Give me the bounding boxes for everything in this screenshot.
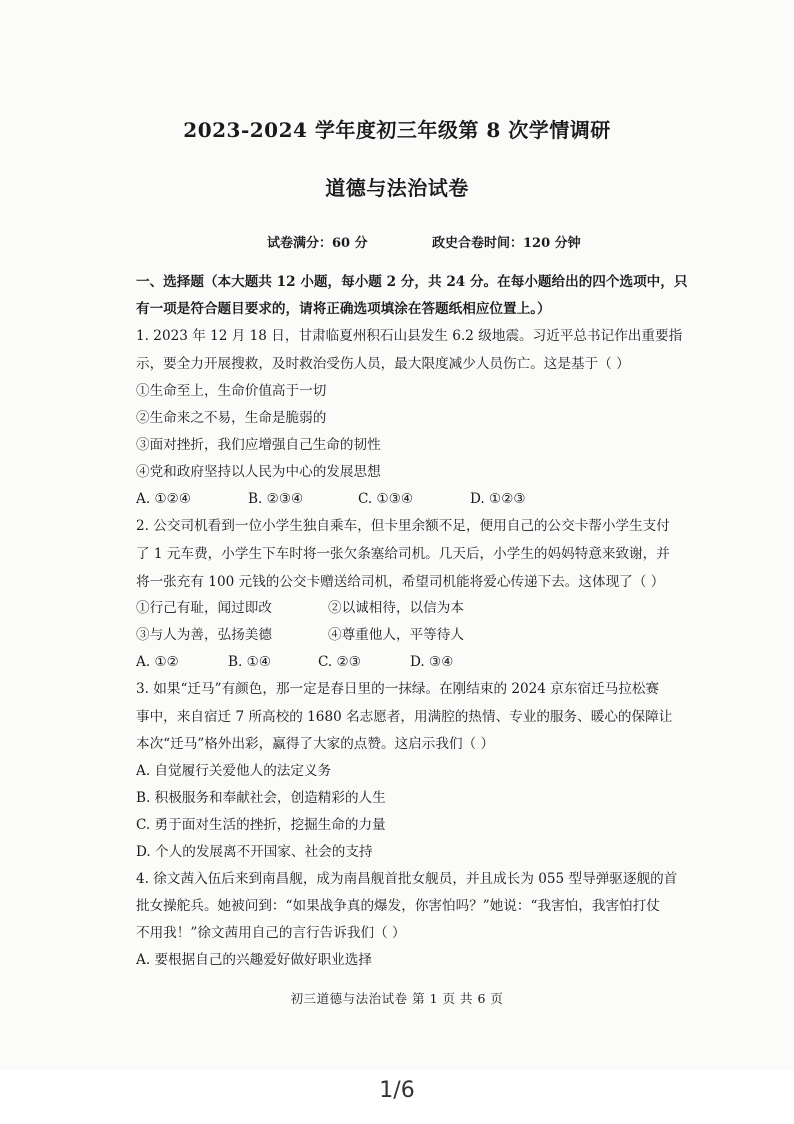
q1-statement-1: ①生命至上，生命价值高于一切 (136, 383, 327, 399)
q4-option-a: A. 要根据自己的兴趣爱好做好职业选择 (136, 952, 372, 968)
full-score: 试卷满分：60 分 (267, 236, 368, 251)
section-heading: 一、选择题（本大题共 12 小题，每小题 2 分，共 24 分。在每小题给出的四个选项中，只 (136, 274, 688, 290)
q3-option-c: C. 勇于面对生活的挫折，挖掘生命的力量 (136, 817, 386, 833)
q4-stem-cont: 批女操舵兵。她被问到：“如果战争真的爆发，你害怕吗？”她说：“我害怕，我害怕打仗 (136, 898, 660, 914)
q2-option-d: D. ③④ (410, 654, 454, 670)
q2-statement-3: ③与人为善，弘扬美德 (136, 627, 272, 643)
q4-stem-cont-2: 不用我！”徐文茜用自己的言行告诉我们（ ） (136, 925, 406, 941)
q1-stem: 1. 2023 年 12 月 18 日，甘肃临夏州积石山县发生 6.2 级地震。习近平总书记作出重要指 (136, 328, 683, 344)
q2-option-c: C. ②③ (318, 654, 361, 670)
q3-stem-cont-2: 本次“迁马”格外出彩，赢得了大家的点赞。这启示我们（ ） (136, 736, 495, 752)
page-footer: 初三道德与法治试卷 第 1 页 共 6 页 (290, 991, 504, 1006)
q3-option-a: A. 自觉履行关爱他人的法定义务 (136, 763, 332, 779)
q1-option-c: C. ①③④ (358, 491, 414, 507)
q1-statement-3: ③面对挫折，我们应增强自己生命的韧性 (136, 437, 381, 453)
q2-stem-cont-2: 将一张充有 100 元钱的公交卡赠送给司机，希望司机能将爱心传递下去。这体现了（ ） (136, 574, 665, 590)
q2-stem: 2. 公交司机看到一位小学生独自乘车，但卡里余额不足，便用自己的公交卡帮小学生支付 (136, 518, 670, 534)
subject-title: 道德与法治试卷 (325, 176, 469, 200)
q2-option-a: A. ①② (136, 654, 179, 670)
q2-statement-4: ④尊重他人，平等待人 (328, 627, 464, 643)
q4-stem: 4. 徐文茜入伍后来到南昌舰，成为南昌舰首批女舰员，并且成长为 055 型导弹驱逐舰的首 (136, 871, 678, 887)
q1-option-d: D. ①②③ (470, 491, 526, 507)
q1-option-b: B. ②③④ (248, 491, 304, 507)
q2-statement-2: ②以诚相待，以信为本 (328, 600, 464, 616)
exam-time: 政史合卷时间：120 分钟 (432, 236, 581, 251)
q1-statement-4: ④党和政府坚持以人民为中心的发展思想 (136, 464, 381, 480)
q1-option-a: A. ①②④ (136, 491, 192, 507)
q3-stem: 3. 如果“迁马”有颜色，那一定是春日里的一抹绿。在刚结束的 2024 京东宿迁马拉松赛 (136, 681, 660, 697)
q2-option-b: B. ①④ (228, 654, 272, 670)
page-title: 2023-2024 学年度初三年级第 8 次学情调研 (183, 118, 611, 142)
q3-option-d: D. 个人的发展离不开国家、社会的支持 (136, 844, 373, 860)
section-heading-cont: 有一项是符合题目要求的，请将正确选项填涂在答题纸相应位置上。） (136, 301, 551, 317)
page-indicator: 1/6 (379, 1078, 415, 1103)
q3-stem-cont: 事中，来自宿迁 7 所高校的 1680 名志愿者，用满腔的热情、专业的服务、暖心的保障让 (136, 709, 673, 725)
q1-stem-cont: 示，要全力开展搜救，及时救治受伤人员，最大限度减少人员伤亡。这是基于（ ） (136, 356, 630, 372)
q3-option-b: B. 积极服务和奉献社会，创造精彩的人生 (136, 790, 386, 806)
q2-statement-1: ①行己有耻，闻过即改 (136, 600, 272, 616)
q2-stem-cont: 了 1 元车费，小学生下车时将一张欠条塞给司机。几天后，小学生的妈妈特意来致谢，并 (136, 546, 670, 562)
q1-statement-2: ②生命来之不易，生命是脆弱的 (136, 410, 327, 426)
